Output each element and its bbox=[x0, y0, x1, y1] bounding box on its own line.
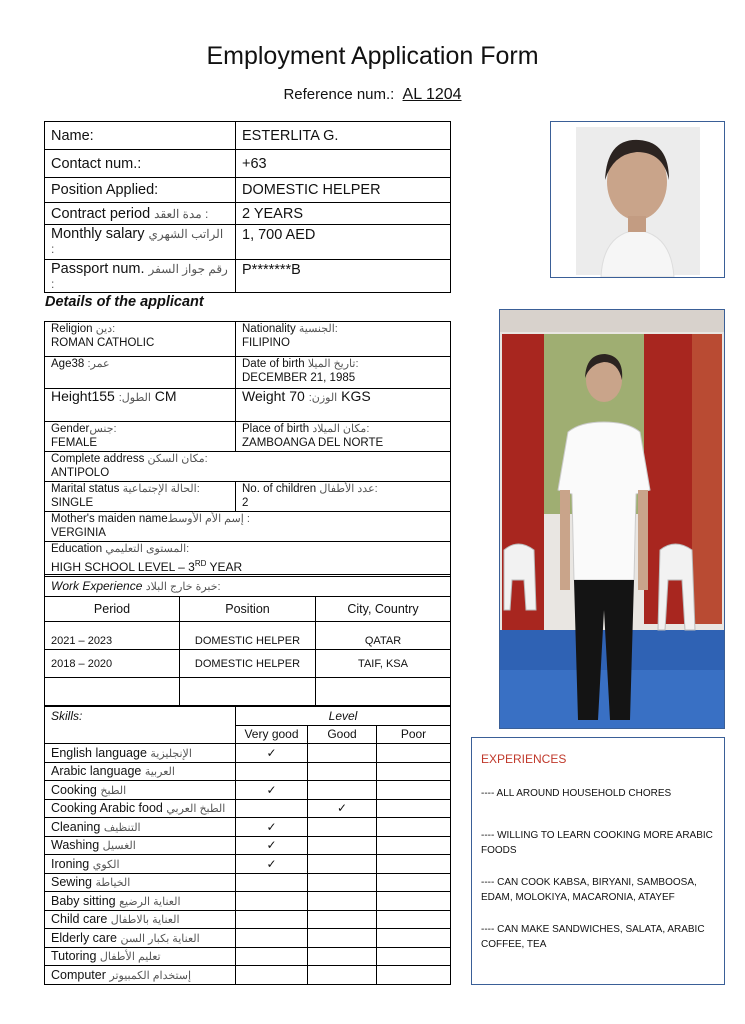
level-cell bbox=[308, 781, 377, 800]
weight-value: 70 KGS bbox=[289, 388, 371, 404]
skills-label: Skills: bbox=[45, 707, 236, 744]
table-row bbox=[45, 855, 451, 874]
education-value-end: YEAR bbox=[206, 559, 243, 574]
children-value: 2 bbox=[242, 496, 249, 509]
skill-arabic: الغسيل bbox=[102, 840, 136, 853]
work-header-position: Position bbox=[180, 597, 316, 622]
pob-arabic: مكان الميلاد: bbox=[312, 423, 370, 435]
level-cell bbox=[377, 799, 451, 818]
nationality-label: Nationality bbox=[242, 323, 296, 335]
name-value: ESTERLITA G. bbox=[236, 122, 451, 150]
portrait-photo-frame bbox=[550, 121, 725, 278]
form-title: Employment Application Form bbox=[206, 42, 539, 70]
address-arabic: مكان السكن: bbox=[147, 453, 208, 465]
skill-name: Computer bbox=[51, 967, 106, 982]
education-value: HIGH SCHOOL LEVEL – 3 bbox=[51, 559, 195, 574]
marital-label: Marital status bbox=[51, 483, 120, 495]
position-value: DOMESTIC HELPER bbox=[236, 178, 451, 203]
level-cell bbox=[308, 910, 377, 929]
level-cell bbox=[377, 966, 451, 985]
nationality-value: FILIPINO bbox=[242, 336, 290, 349]
skill-name-cell bbox=[45, 855, 236, 874]
skill-name: Cleaning bbox=[51, 819, 101, 834]
religion-label: Religion bbox=[51, 323, 93, 335]
level-good: Good bbox=[308, 725, 377, 744]
skill-name: Cooking Arabic food bbox=[51, 801, 163, 816]
reference-line bbox=[0, 86, 745, 104]
passport-label: Passport num. bbox=[51, 261, 145, 277]
skill-arabic: العناية بكبار السن bbox=[120, 932, 200, 945]
skill-name: Arabic language bbox=[51, 764, 142, 779]
experience-item: ---- CAN COOK KABSA, BIRYANI, SAMBOOSA, EDAM, MOLOKIYA, MACARONIA, ATAYEF bbox=[481, 876, 697, 903]
position-label: Position Applied: bbox=[51, 182, 159, 198]
experiences-heading: EXPERIENCES bbox=[481, 752, 567, 766]
level-label: Level bbox=[236, 707, 451, 726]
education-label: Education bbox=[51, 543, 103, 555]
table-row bbox=[45, 818, 451, 837]
level-cell bbox=[236, 966, 308, 985]
table-row bbox=[45, 836, 451, 855]
level-cell bbox=[308, 892, 377, 911]
level-cell bbox=[308, 966, 377, 985]
level-cell bbox=[308, 873, 377, 892]
skill-name-cell bbox=[45, 836, 236, 855]
level-cell bbox=[377, 929, 451, 948]
skill-name-cell bbox=[45, 762, 236, 781]
skill-name: Cooking bbox=[51, 782, 97, 797]
address-label: Complete address bbox=[51, 453, 145, 465]
table-cell bbox=[45, 678, 180, 706]
skill-name: Sewing bbox=[51, 875, 92, 890]
skill-arabic: العربية bbox=[144, 766, 175, 779]
skill-name: Tutoring bbox=[51, 949, 97, 964]
dob-value: DECEMBER 21, 1985 bbox=[242, 371, 356, 384]
table-row bbox=[45, 873, 451, 892]
level-cell bbox=[377, 836, 451, 855]
level-poor: Poor bbox=[377, 725, 451, 744]
table-cell bbox=[316, 678, 451, 706]
level-cell bbox=[377, 781, 451, 800]
skill-arabic: تعليم الأطفال bbox=[99, 951, 161, 964]
skill-name-cell bbox=[45, 966, 236, 985]
skill-name: Child care bbox=[51, 912, 108, 927]
skill-arabic: الإنجليزية bbox=[150, 747, 192, 760]
skill-name-cell bbox=[45, 910, 236, 929]
skill-arabic: الكوي bbox=[92, 858, 120, 871]
level-cell bbox=[308, 947, 377, 966]
reference-value: AL 1204 bbox=[402, 86, 462, 103]
skill-name-cell bbox=[45, 929, 236, 948]
weight-cell bbox=[236, 389, 451, 422]
passport-value: P*******B bbox=[236, 260, 451, 293]
passport-arabic: رقم جواز السفر : bbox=[51, 262, 228, 291]
level-cell bbox=[377, 873, 451, 892]
table-row bbox=[45, 966, 451, 985]
work-experience-table bbox=[44, 574, 451, 706]
mother-arabic: إسم الأم الأوسط : bbox=[167, 513, 250, 525]
table-row bbox=[45, 929, 451, 948]
check-mark: ✓ bbox=[308, 799, 377, 818]
skill-name-cell bbox=[45, 781, 236, 800]
level-cell bbox=[308, 818, 377, 837]
level-cell bbox=[377, 744, 451, 763]
pob-cell bbox=[236, 422, 451, 452]
gender-value: FEMALE bbox=[51, 436, 98, 449]
salary-value: 1, 700 AED bbox=[236, 225, 451, 260]
level-cell bbox=[377, 910, 451, 929]
skill-name-cell bbox=[45, 947, 236, 966]
level-cell bbox=[377, 947, 451, 966]
table-row bbox=[45, 781, 451, 800]
skills-body bbox=[45, 744, 451, 985]
full-body-photo bbox=[500, 310, 724, 728]
marital-arabic: الحالة الإجتماعية: bbox=[122, 483, 200, 495]
skills-table bbox=[44, 706, 451, 985]
level-cell bbox=[377, 855, 451, 874]
salary-arabic: الراتب الشهري : bbox=[51, 227, 224, 256]
check-mark: ✓ bbox=[236, 818, 308, 837]
experiences-box bbox=[471, 737, 725, 985]
age-label: Age bbox=[51, 358, 72, 370]
mother-cell bbox=[45, 512, 451, 542]
experience-item: ---- WILLING TO LEARN COOKING MORE ARABIC FOODS bbox=[481, 829, 713, 856]
table-row bbox=[45, 762, 451, 781]
table-cell: DOMESTIC HELPER bbox=[180, 622, 316, 650]
table-row bbox=[45, 947, 451, 966]
address-value: ANTIPOLO bbox=[51, 466, 110, 479]
table-cell: 2021 – 2023 bbox=[45, 622, 180, 650]
salary-label: Monthly salary bbox=[51, 226, 145, 242]
skill-arabic: التنظيف bbox=[103, 821, 141, 834]
mother-label: Mother's maiden name bbox=[51, 513, 168, 525]
gender-label: Gender bbox=[51, 423, 90, 435]
education-cell bbox=[45, 542, 451, 577]
marital-value: SINGLE bbox=[51, 496, 94, 509]
contract-label: Contract period bbox=[51, 205, 151, 222]
skill-arabic: العناية بالاطفال bbox=[110, 914, 180, 927]
skill-arabic: إستخدام الكمبيوتر bbox=[109, 969, 192, 982]
skill-arabic: الطبخ bbox=[100, 784, 127, 797]
skill-name-cell bbox=[45, 799, 236, 818]
table-row bbox=[45, 892, 451, 911]
skill-name: Washing bbox=[51, 838, 100, 853]
skill-arabic: الطبخ العربي bbox=[166, 803, 226, 816]
details-table bbox=[44, 321, 451, 577]
table-row bbox=[45, 744, 451, 763]
gender-cell bbox=[45, 422, 236, 452]
contract-arabic: مدة العقد : bbox=[154, 206, 209, 221]
experience-item: ---- CAN MAKE SANDWICHES, SALATA, ARABIC COFFEE, TEA bbox=[481, 923, 705, 950]
level-cell bbox=[236, 947, 308, 966]
contract-value: 2 YEARS bbox=[236, 203, 451, 225]
name-label: Name: bbox=[51, 127, 94, 144]
pob-value: ZAMBOANGA DEL NORTE bbox=[242, 436, 384, 449]
basic-info-table bbox=[44, 121, 451, 293]
work-experience-arabic: خبرة خارج البلاد: bbox=[145, 580, 221, 593]
work-experience-heading bbox=[45, 575, 451, 597]
skill-name-cell bbox=[45, 873, 236, 892]
age-value: 38 bbox=[71, 358, 85, 370]
level-cell bbox=[308, 762, 377, 781]
nationality-arabic: الجنسية: bbox=[298, 323, 338, 335]
table-cell bbox=[180, 678, 316, 706]
skill-name: English language bbox=[51, 745, 147, 760]
level-cell bbox=[377, 892, 451, 911]
portrait-photo bbox=[551, 122, 724, 277]
nationality-cell bbox=[236, 322, 451, 357]
education-sup: RD bbox=[194, 558, 207, 568]
children-cell bbox=[236, 482, 451, 512]
address-cell bbox=[45, 452, 451, 482]
dob-cell bbox=[236, 357, 451, 389]
skill-name: Ironing bbox=[51, 856, 90, 871]
dob-arabic: تاريخ الميلا: bbox=[307, 358, 359, 370]
table-row bbox=[45, 910, 451, 929]
check-mark: ✓ bbox=[236, 781, 308, 800]
level-cell bbox=[236, 892, 308, 911]
level-cell bbox=[308, 744, 377, 763]
check-mark: ✓ bbox=[236, 855, 308, 874]
level-cell bbox=[236, 799, 308, 818]
skill-name-cell bbox=[45, 892, 236, 911]
level-cell bbox=[236, 910, 308, 929]
table-cell: TAIF, KSA bbox=[316, 650, 451, 678]
table-cell: QATAR bbox=[316, 622, 451, 650]
contact-value: +63 bbox=[236, 150, 451, 178]
table-cell: 2018 – 2020 bbox=[45, 650, 180, 678]
work-header-period: Period bbox=[45, 597, 180, 622]
check-mark: ✓ bbox=[236, 836, 308, 855]
level-cell bbox=[236, 929, 308, 948]
table-row bbox=[45, 799, 451, 818]
height-value: 155 CM bbox=[91, 388, 177, 404]
height-cell bbox=[45, 389, 236, 422]
mother-value: VERGINIA bbox=[51, 526, 106, 539]
level-cell bbox=[308, 855, 377, 874]
skill-arabic: العناية الرضيع bbox=[119, 895, 181, 908]
religion-cell bbox=[45, 322, 236, 357]
age-cell bbox=[45, 357, 236, 389]
level-cell bbox=[236, 873, 308, 892]
level-very-good: Very good bbox=[236, 725, 308, 744]
children-arabic: عدد الأطفال: bbox=[319, 483, 378, 495]
level-cell bbox=[308, 836, 377, 855]
level-cell bbox=[308, 929, 377, 948]
age-arabic: عمر: bbox=[87, 358, 110, 370]
pob-label: Place of birth bbox=[242, 423, 310, 435]
religion-value: ROMAN CATHOLIC bbox=[51, 336, 155, 349]
work-header-city: City, Country bbox=[316, 597, 451, 622]
skill-name-cell bbox=[45, 744, 236, 763]
table-cell: DOMESTIC HELPER bbox=[180, 650, 316, 678]
religion-arabic: دين: bbox=[95, 323, 116, 335]
details-title: Details of the applicant bbox=[45, 294, 204, 310]
full-body-photo-frame bbox=[499, 309, 725, 729]
gender-arabic: جنس: bbox=[89, 423, 117, 435]
reference-label: Reference num.: bbox=[283, 86, 395, 103]
level-cell bbox=[236, 762, 308, 781]
work-experience-label: Work Experience bbox=[51, 578, 143, 593]
weight-label: Weight bbox=[242, 388, 286, 404]
skill-name: Elderly care bbox=[51, 930, 117, 945]
skill-name: Baby sitting bbox=[51, 893, 116, 908]
contact-label: Contact num.: bbox=[51, 155, 142, 172]
education-arabic: المستوى التعليمي: bbox=[105, 543, 190, 555]
skill-arabic: الخياطة bbox=[95, 877, 131, 890]
skill-name-cell bbox=[45, 818, 236, 837]
weight-arabic: الوزن: bbox=[308, 392, 338, 404]
dob-label: Date of birth bbox=[242, 358, 305, 370]
level-cell bbox=[377, 818, 451, 837]
level-cell bbox=[377, 762, 451, 781]
experience-item: ---- ALL AROUND HOUSEHOLD CHORES bbox=[481, 788, 672, 799]
height-arabic: الطول: bbox=[118, 392, 151, 404]
marital-cell bbox=[45, 482, 236, 512]
height-label: Height bbox=[51, 388, 92, 404]
children-label: No. of children bbox=[242, 483, 317, 495]
check-mark: ✓ bbox=[236, 744, 308, 763]
